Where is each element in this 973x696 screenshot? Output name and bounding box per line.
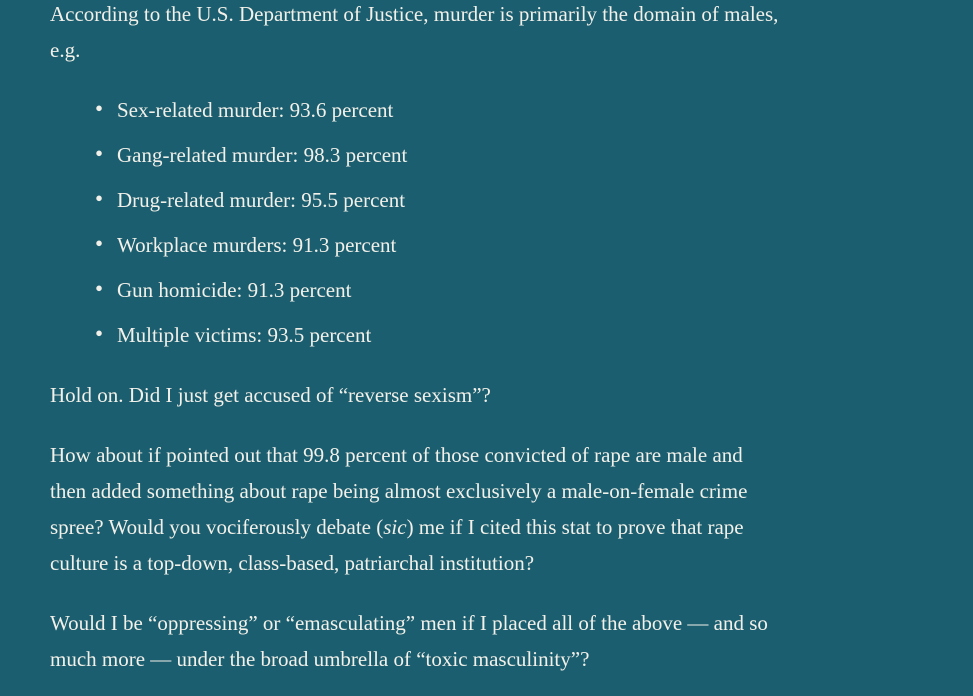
text-line: According to the U.S. Department of Justice, murder is primarily the domain of males, xyxy=(50,2,779,26)
sic-italic-text: sic xyxy=(383,515,407,539)
list-item xyxy=(95,182,920,218)
toxic-masculinity-paragraph xyxy=(50,605,920,677)
murder-stats-list xyxy=(50,92,920,353)
text-segment: ) me if I cited this stat to prove that rape xyxy=(406,515,744,539)
text-line: e.g. xyxy=(50,38,81,62)
bullet-icon: • xyxy=(95,276,104,301)
text-line: How about if pointed out that 99.8 percent of those convicted of rape are male and xyxy=(50,443,743,467)
rape-stats-paragraph xyxy=(50,437,920,581)
list-item xyxy=(95,227,920,263)
bullet-icon: • xyxy=(95,321,104,346)
list-item xyxy=(95,92,920,128)
reverse-sexism-paragraph xyxy=(50,377,920,413)
list-item-text: Workplace murders: 91.3 percent xyxy=(117,233,397,257)
text-line: Would I be “oppressing” or “emasculating” men if I placed all of the above — and so xyxy=(50,611,768,635)
bullet-icon: • xyxy=(95,141,104,166)
text-line: Hold on. Did I just get accused of “reverse sexism”? xyxy=(50,383,491,407)
text-line: much more — under the broad umbrella of “toxic masculinity”? xyxy=(50,647,590,671)
text-line: culture is a top-down, class-based, patriarchal institution? xyxy=(50,551,535,575)
list-item xyxy=(95,272,920,308)
bullet-icon: • xyxy=(95,231,104,256)
text-line xyxy=(50,509,920,545)
bullet-icon: • xyxy=(95,186,104,211)
list-item-text: Sex-related murder: 93.6 percent xyxy=(117,98,394,122)
list-item-text: Gun homicide: 91.3 percent xyxy=(117,278,352,302)
text-segment: spree? Would you vociferously debate ( xyxy=(50,515,384,539)
bullet-icon: • xyxy=(95,96,104,121)
list-item-text: Drug-related murder: 95.5 percent xyxy=(117,188,406,212)
list-item xyxy=(95,317,920,353)
list-item-text: Gang-related murder: 98.3 percent xyxy=(117,143,408,167)
text-line: then added something about rape being almost exclusively a male-on-female crime xyxy=(50,479,748,503)
list-item xyxy=(95,137,920,173)
intro-paragraph xyxy=(50,0,920,68)
list-item-text: Multiple victims: 93.5 percent xyxy=(117,323,372,347)
